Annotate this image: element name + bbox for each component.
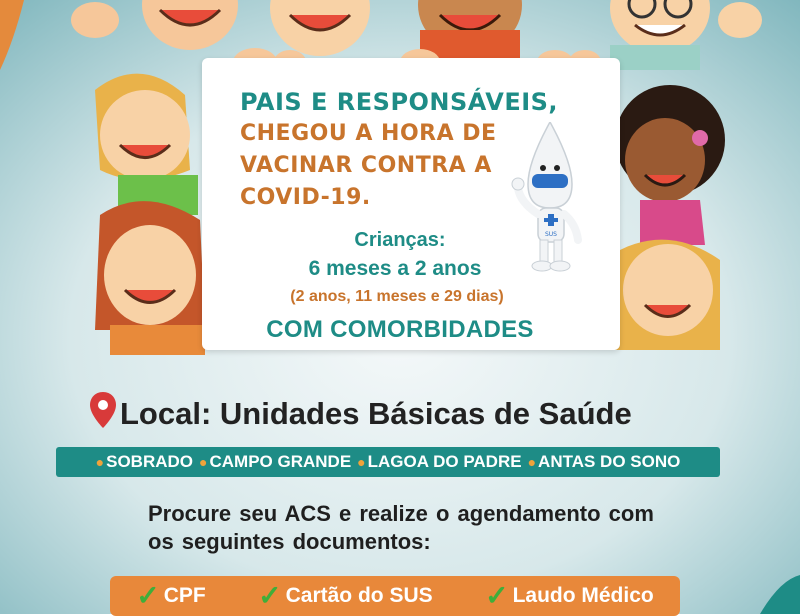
headline-parents: PAIS E RESPONSÁVEIS, (240, 88, 559, 116)
document-item: ✓ Cartão do SUS (258, 580, 433, 611)
child-left-1 (95, 74, 198, 215)
child-face-1 (142, 0, 238, 50)
unit-item: ● SOBRADO (95, 452, 194, 471)
age-detail: (2 anos, 11 meses e 29 dias) (290, 288, 504, 305)
bullet-icon: ● (357, 454, 366, 470)
bullet-icon: ● (527, 454, 537, 470)
child-right-1 (615, 85, 725, 245)
location-title: Local: Unidades Básicas de Saúde (120, 396, 632, 431)
child-right-2 (615, 240, 720, 350)
unit-item: ● CAMPO GRANDE (199, 452, 352, 471)
document-item: ✓ Laudo Médico (485, 580, 654, 611)
child-left-2 (95, 201, 205, 355)
child-face-4 (610, 0, 710, 70)
document-item: ✓ CPF (136, 580, 206, 611)
headline-vaccinate: CHEGOU A HORA DE VACINAR CONTRA A COVID-19. (240, 121, 497, 210)
child-face-3 (418, 0, 522, 60)
health-units-bar (56, 447, 720, 477)
bullet-icon: ● (199, 454, 208, 470)
documents-bar (110, 576, 680, 616)
bullet-icon: ● (95, 454, 105, 470)
comorbidity-note: COM COMORBIDADES (266, 316, 534, 343)
audience-label: Crianças: (354, 229, 446, 251)
check-icon: ✓ (258, 580, 282, 611)
map-pin-icon (88, 390, 118, 430)
check-icon: ✓ (485, 580, 509, 611)
unit-item: ● LAGOA DO PADRE (357, 452, 522, 471)
child-face-2 (270, 0, 370, 56)
unit-item: ● ANTAS DO SONO (527, 452, 681, 471)
age-range: 6 meses a 2 anos (308, 257, 482, 280)
mascot-badge: SUS (544, 231, 558, 238)
instructions-text: Procure seu ACS e realize o agendamento com os seguintes documentos: (148, 501, 654, 554)
check-icon: ✓ (136, 580, 160, 611)
